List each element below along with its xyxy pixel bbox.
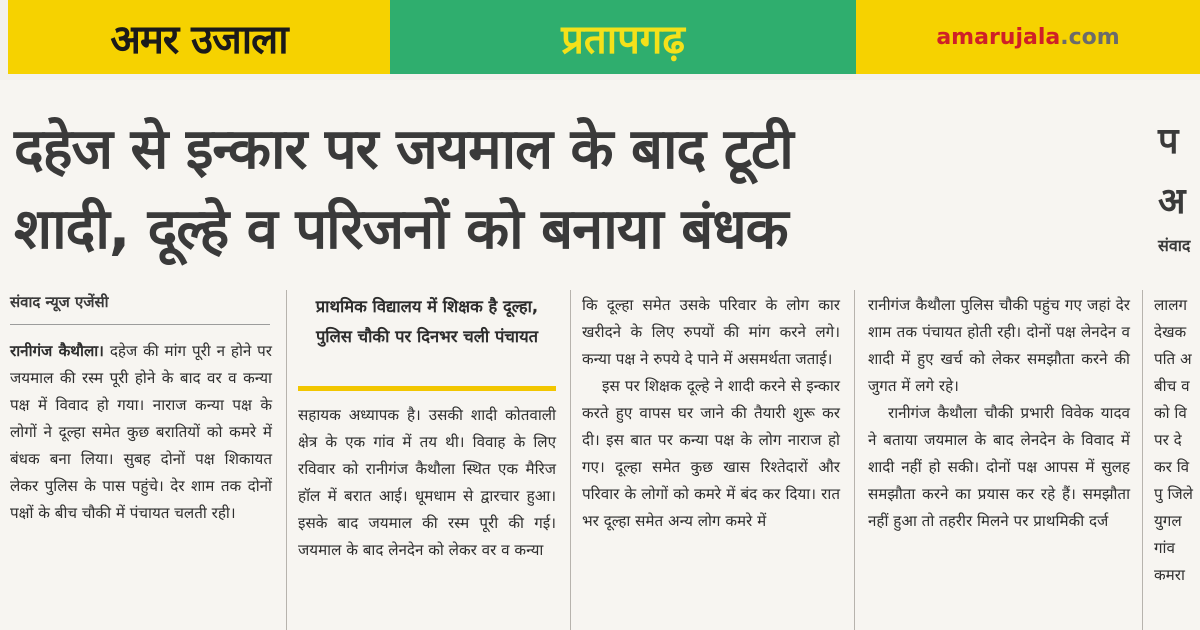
- article-headline: [14, 110, 1144, 270]
- column-rule: [854, 290, 855, 630]
- article-column-2: सहायक अध्यापक है। उसकी शादी कोतवाली क्षेत्र के एक गांव में तय थी। विवाह के लिए रविवार को रानीगंज कैथौला स्थित एक मैरिज हॉल में बरात आई। धूमधाम से द्वारचार हुआ। इसके बाद जयमाल की रस्म पूरी की गई। जयमाल के बाद लेनदेन को लेकर वर व कन्या: [298, 406, 556, 559]
- column-rule: [570, 290, 571, 630]
- headline-line-2: शादी, दूल्हे व परिजनों को बनाया बंधक: [14, 197, 788, 262]
- dateline: रानीगंज कैथौला।: [10, 342, 104, 360]
- website-label: amarujala.com: [856, 0, 1200, 74]
- masthead: [0, 0, 1200, 80]
- article-column-3: कि दूल्हा समेत उसके परिवार के लोग कार खरीदने के लिए रुपयों की मांग करने लगे। कन्या पक्ष ने रुपये दे पाने में असमर्थता जताई। इस पर शिक्षक दूल्हे ने शादी करने से इन्कार करते हुए वापस घर जाने की तैयारी शुरू कर दी। इस बात पर कन्या पक्ष के लोग नाराज हो गए। दूल्हा समेत कुछ खास रिश्तेदारों और परिवार के लोगों को कमरे में बंद कर दिया। रात भर दूल्हा समेत अन्य लोग कमरे में: [582, 296, 840, 530]
- newspaper-logo: अमर उजाला: [8, 0, 390, 74]
- edition-banner: प्रतापगढ़: [390, 0, 856, 74]
- column-rule: [1142, 290, 1143, 630]
- article-column-4: रानीगंज कैथौला पुलिस चौकी पहुंच गए जहां देर शाम तक पंचायत होती रही। दोनों पक्ष लेनदेन व शादी में हुए खर्च को लेकर समझौता करने की जुगत में लगे रहे। रानीगंज कैथौला चौकी प्रभारी विवेक यादव ने बताया जयमाल के बाद लेनदेन के विवाद में शादी नहीं हो सकी। दोनों पक्ष आपस में सुलह समझौता करने का प्रयास कर रहे हैं। समझौता नहीं हुआ तो तहरीर मिलने पर प्राथमिकी दर्ज: [868, 296, 1130, 530]
- column-rule: [286, 290, 287, 630]
- article-column-1: रानीगंज कैथौला। दहेज की मांग पूरी न होने पर जयमाल की रस्म पूरी होने के बाद वर व कन्या पक्ष में विवाद हो गया। नाराज कन्या पक्ष के लोगों ने दूल्हा समेत कुछ बरातियों को कमरे में बंधक बना लिया। सुबह दोनों पक्ष शिकायत लेकर पुलिस के पास पहुंचे। देर शाम तक दोनों पक्षों के बीच चौकी में पंचायत चलती रही।: [10, 342, 273, 522]
- adjacent-column-fragment: लालग देखक पति अ बीच व को वि पर दे कर वि पु जिले युगल गांव कमरा: [1154, 296, 1193, 584]
- divider: [10, 324, 270, 325]
- byline: संवाद न्यूज एजेंसी: [10, 293, 109, 311]
- adjacent-story-fragment: प अ संवाद: [1158, 121, 1191, 255]
- subhead-underline: [298, 386, 556, 391]
- article-subhead: प्राथमिक विद्यालय में शिक्षक है दूल्हा, पुलिस चौकी पर दिनभर चली पंचायत: [315, 297, 539, 346]
- headline-line-1: दहेज से इन्कार पर जयमाल के बाद टूटी: [14, 117, 793, 182]
